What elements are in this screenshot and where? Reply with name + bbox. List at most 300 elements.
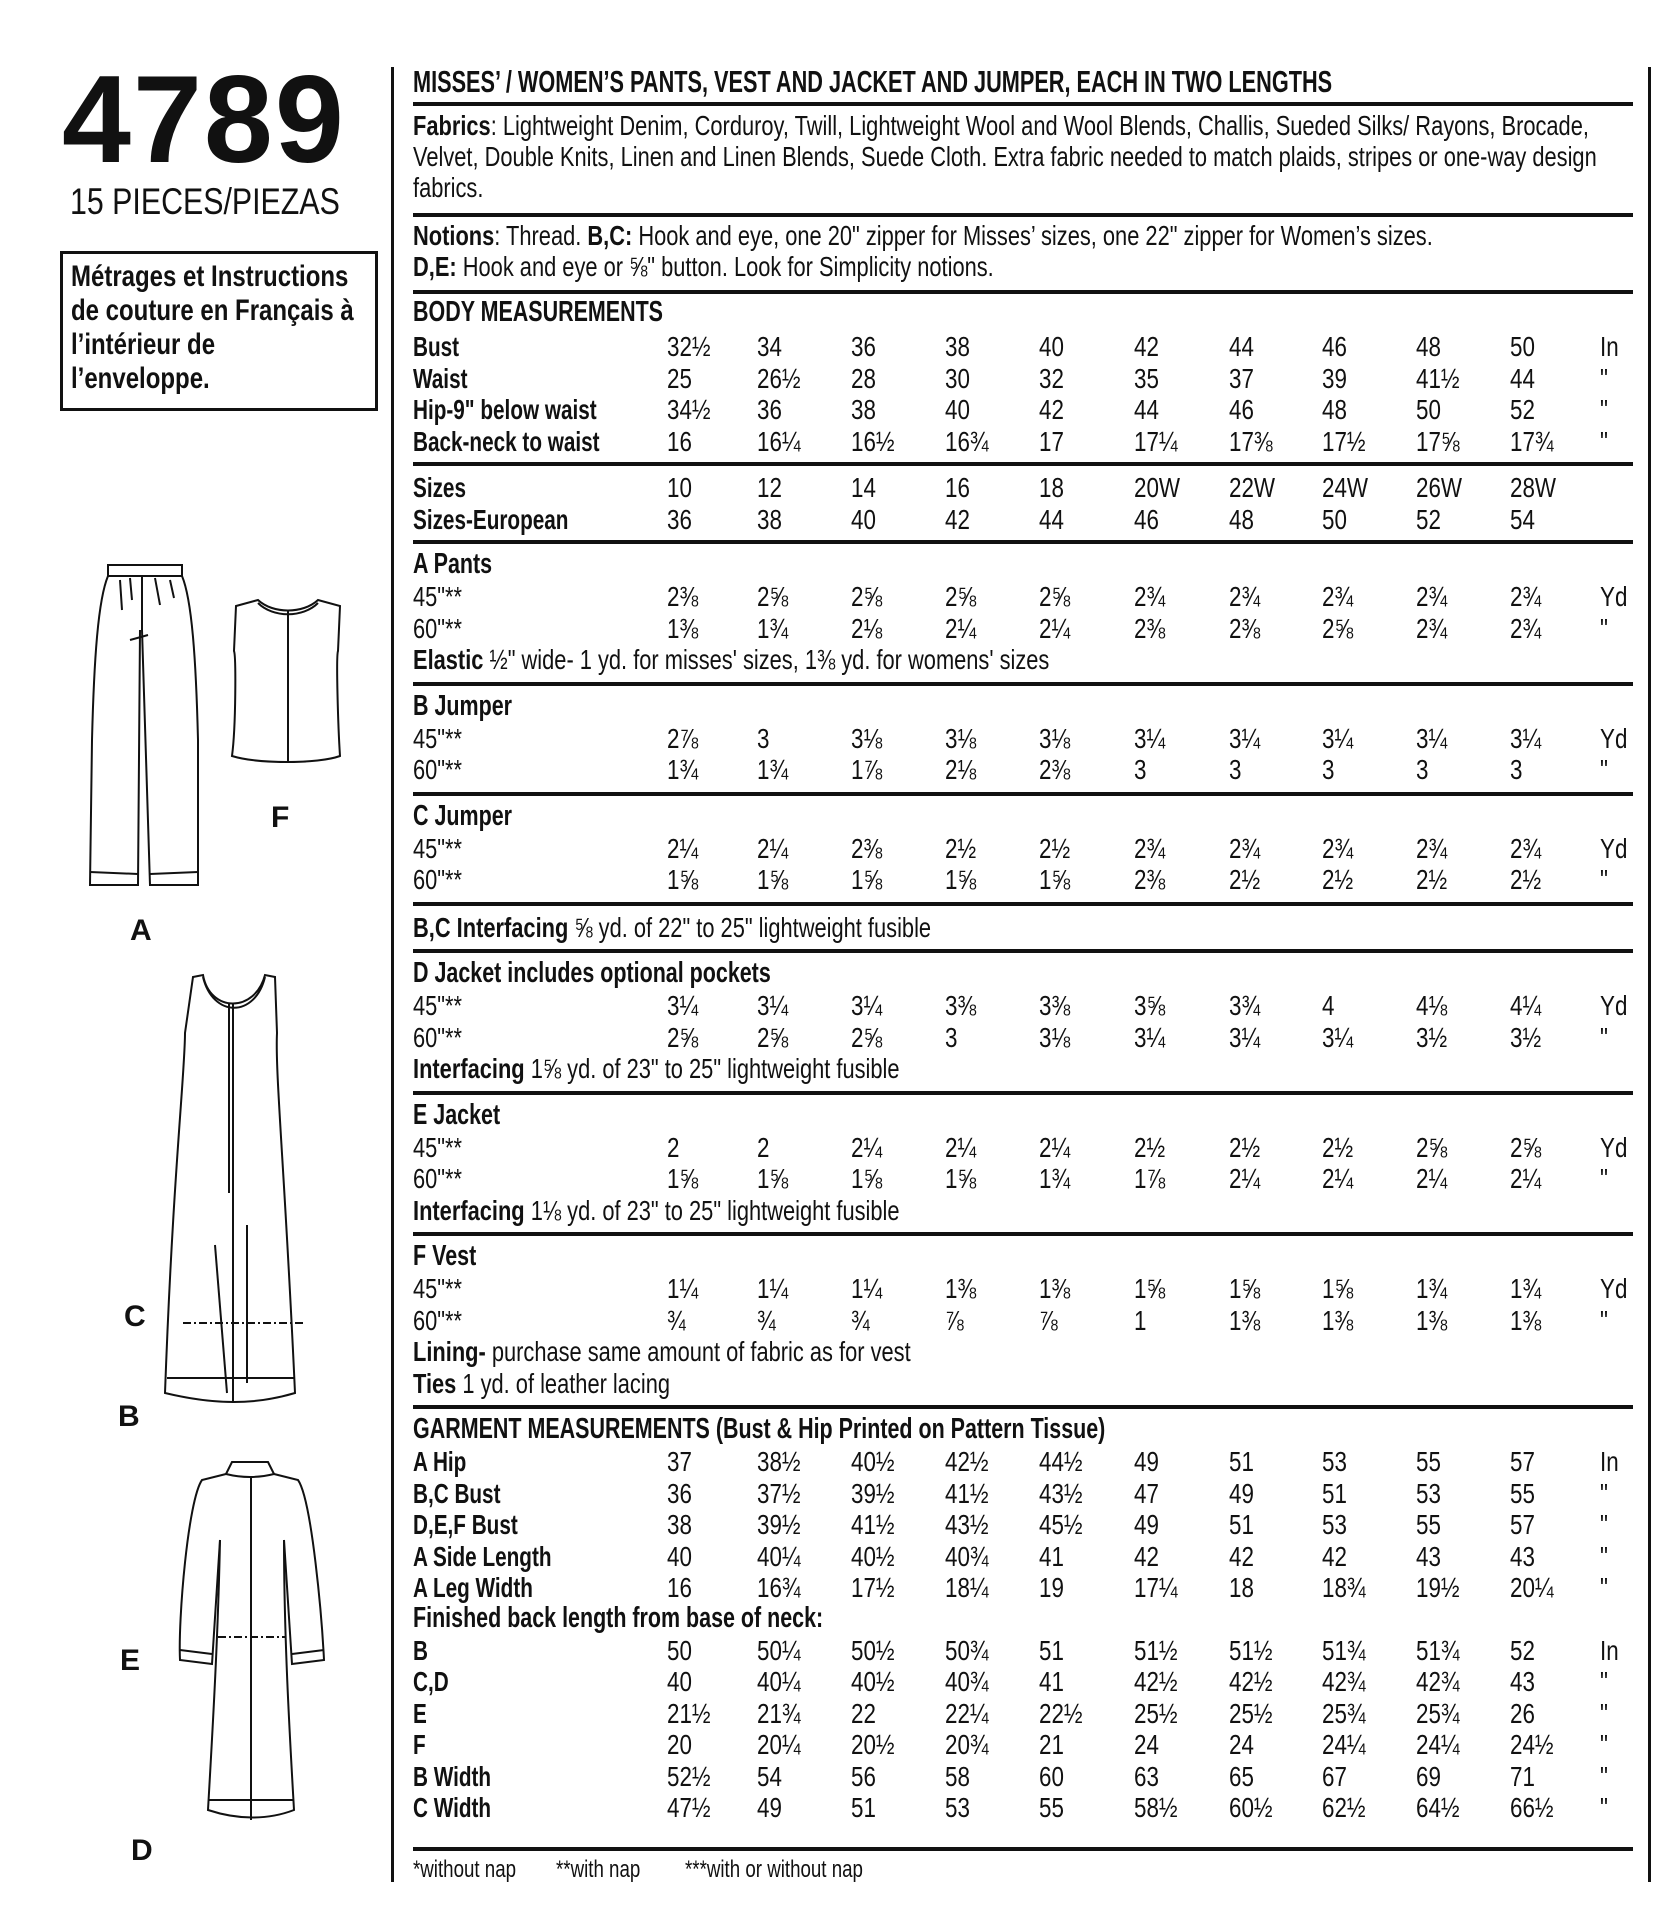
row-label: A Side Length (413, 1540, 552, 1572)
table-cell: 40½ (851, 1446, 895, 1477)
table-cell: 24½ (1510, 1729, 1554, 1760)
table-cell: 18¾ (1322, 1572, 1366, 1603)
table-cell: 50 (1416, 394, 1441, 425)
piece-count: 15 PIECES/PIEZAS (70, 181, 340, 222)
figure-label-e: E (120, 1644, 141, 1677)
table-cell: 1⅜ (1510, 1304, 1542, 1336)
table-cell: 2⅝ (1039, 581, 1071, 612)
section-heading: C Jumper (413, 799, 512, 832)
unit-label: " (1600, 1477, 1608, 1509)
section-note (413, 1336, 1630, 1367)
table-cell: 50½ (851, 1634, 895, 1666)
table-cell: 55 (1416, 1446, 1441, 1477)
french-notice-line: l’enveloppe. (71, 362, 210, 395)
table-cell: 24 (1134, 1729, 1159, 1760)
figure-label-f: F (271, 801, 290, 834)
table-cell: 54 (757, 1760, 782, 1792)
table-cell: 1⅝ (1134, 1273, 1166, 1304)
table-cell: 36 (667, 503, 692, 535)
table-cell: 1⅝ (757, 864, 789, 895)
table-cell: 2¼ (945, 612, 977, 644)
table-cell: 39½ (757, 1509, 801, 1540)
table-cell: 2½ (1134, 1131, 1166, 1163)
table-cell: 2½ (1039, 832, 1071, 864)
divider (413, 290, 1633, 294)
table-cell: 22½ (1039, 1697, 1083, 1729)
table-cell: 25½ (1229, 1697, 1273, 1729)
table-cell: 2½ (1322, 864, 1354, 895)
table-cell: 34 (757, 331, 782, 362)
unit-label: " (1600, 425, 1608, 457)
table-cell: 40 (667, 1540, 692, 1572)
table-cell: 41½ (851, 1509, 895, 1540)
table-cell: 52 (1510, 1634, 1535, 1666)
row-label: 45"** (413, 832, 463, 864)
table-cell: 36 (851, 331, 876, 362)
divider (413, 1405, 1633, 1409)
row-label: 45"** (413, 722, 463, 754)
table-cell: 2½ (1416, 864, 1448, 895)
unit-label: " (1600, 394, 1608, 425)
table-cell: 37 (1229, 362, 1254, 394)
section-note (413, 644, 1630, 675)
table-cell: 1¾ (667, 754, 699, 785)
figure-label-b: B (118, 1400, 140, 1433)
table-cell: 36 (667, 1477, 692, 1509)
table-cell: 3 (1510, 754, 1523, 785)
table-cell: 22 (851, 1697, 876, 1729)
unit-label: Yd (1600, 1131, 1628, 1163)
table-cell: 2⅝ (667, 1021, 699, 1053)
table-cell: 51 (1039, 1634, 1064, 1666)
unit-label: Yd (1600, 581, 1628, 612)
table-cell: 2¼ (1510, 1163, 1542, 1194)
table-cell: 42 (1229, 1540, 1254, 1572)
row-label: B Width (413, 1760, 492, 1792)
table-cell: 19 (1039, 1572, 1064, 1603)
pants-illustration (80, 540, 200, 900)
table-cell: 66½ (1510, 1792, 1554, 1823)
unit-label: In (1600, 331, 1619, 362)
table-cell: 64½ (1416, 1792, 1460, 1823)
table-cell: ¾ (757, 1304, 776, 1336)
table-cell: 3¼ (1322, 1021, 1354, 1053)
table-cell: 3 (1134, 754, 1147, 785)
section-heading: E Jacket (413, 1098, 501, 1131)
table-cell: 69 (1416, 1760, 1441, 1792)
table-cell: 44 (1229, 331, 1254, 362)
table-cell: 1¾ (757, 754, 789, 785)
table-cell: 2⅝ (757, 1021, 789, 1053)
table-cell: 2⅛ (851, 612, 883, 644)
table-cell: 24¼ (1322, 1729, 1366, 1760)
table-cell: 2⅝ (945, 581, 977, 612)
table-cell: 62½ (1322, 1792, 1366, 1823)
row-label: A Hip (413, 1446, 467, 1477)
row-label: 60"** (413, 1304, 463, 1336)
figure-label-c: C (124, 1300, 146, 1333)
section-heading: BODY MEASUREMENTS (413, 296, 664, 328)
table-cell: 1⅜ (945, 1273, 977, 1304)
table-cell: 1⅝ (1229, 1273, 1261, 1304)
table-cell: 67 (1322, 1760, 1347, 1792)
table-cell: 38 (757, 503, 782, 535)
table-cell: 2⅝ (1510, 1131, 1542, 1163)
row-label: B,C Bust (413, 1477, 501, 1509)
table-cell: 30 (945, 362, 970, 394)
fabrics-section (413, 110, 1630, 203)
footnote-with-nap: **with nap (556, 1856, 641, 1883)
table-cell: 16 (667, 1572, 692, 1603)
table-cell: 32½ (667, 331, 711, 362)
section-heading: B Jumper (413, 689, 512, 722)
row-label: B (413, 1634, 428, 1666)
table-cell: 20¾ (945, 1729, 989, 1760)
table-cell: 24¼ (1416, 1729, 1460, 1760)
table-cell: 55 (1416, 1509, 1441, 1540)
table-cell: 24 (1229, 1729, 1254, 1760)
table-cell: 34½ (667, 394, 711, 425)
table-cell: 58½ (1134, 1792, 1178, 1823)
table-cell: 44½ (1039, 1446, 1083, 1477)
table-cell: 16¼ (757, 425, 801, 457)
divider (413, 902, 1633, 906)
table-cell: 2⅜ (851, 832, 883, 864)
table-cell: 42½ (945, 1446, 989, 1477)
note-label: Ties (413, 1367, 457, 1399)
unit-label: Yd (1600, 832, 1628, 864)
table-cell: ¾ (667, 1304, 686, 1336)
table-cell: 40¼ (757, 1666, 801, 1697)
unit-label: " (1600, 1540, 1608, 1572)
table-cell: 2¼ (757, 832, 789, 864)
table-cell: ⅞ (945, 1304, 964, 1336)
table-cell: 51¾ (1416, 1634, 1460, 1666)
table-cell: 57 (1510, 1446, 1535, 1477)
table-cell: 50 (1322, 503, 1347, 535)
table-cell: 50 (1510, 331, 1535, 362)
table-cell: 25 (667, 362, 692, 394)
table-cell: 2¼ (1039, 612, 1071, 644)
row-label: E (413, 1697, 427, 1729)
unit-label: " (1600, 1163, 1608, 1194)
table-cell: 10 (667, 472, 692, 503)
table-cell: 1¼ (757, 1273, 789, 1304)
row-label: C,D (413, 1666, 449, 1697)
table-cell: 2¾ (1416, 581, 1448, 612)
table-cell: 3¼ (1134, 1021, 1166, 1053)
table-cell: 2¾ (1134, 832, 1166, 864)
table-cell: 40 (667, 1666, 692, 1697)
table-cell: 41½ (1416, 362, 1460, 394)
section-note (413, 1368, 1630, 1399)
row-label: Waist (413, 362, 468, 394)
row-label: Sizes (413, 472, 466, 503)
table-cell: 3¼ (1322, 722, 1354, 754)
unit-label: Yd (1600, 990, 1628, 1021)
table-cell: 3¼ (1416, 722, 1448, 754)
table-cell: 42 (1134, 331, 1159, 362)
unit-label: " (1600, 864, 1608, 895)
table-cell: 1⅝ (757, 1163, 789, 1194)
french-notice-line: Métrages et Instructions (71, 260, 349, 293)
note-label: Interfacing (413, 1194, 525, 1226)
divider (413, 682, 1633, 686)
table-cell: 48 (1229, 503, 1254, 535)
table-cell: 3⅛ (945, 722, 977, 754)
table-cell: 49 (1134, 1509, 1159, 1540)
table-cell: 71 (1510, 1760, 1535, 1792)
table-cell: 1 (1134, 1304, 1147, 1336)
table-cell: 51½ (1229, 1634, 1273, 1666)
table-cell: 17⅜ (1229, 425, 1273, 457)
table-cell: 17 (1039, 425, 1064, 457)
divider (413, 1847, 1633, 1851)
row-label: 45"** (413, 581, 463, 612)
table-cell: 2 (667, 1131, 680, 1163)
table-cell: 16¾ (757, 1572, 801, 1603)
notions-label: Notions (413, 220, 495, 251)
unit-label: " (1600, 1666, 1608, 1697)
table-cell: 3⅜ (1039, 990, 1071, 1021)
table-cell: 2¼ (667, 832, 699, 864)
note-label: Interfacing (413, 1053, 525, 1084)
table-cell: 17½ (851, 1572, 895, 1603)
table-cell: 37½ (757, 1477, 801, 1509)
vest-illustration (228, 596, 348, 771)
column-divider-right (1648, 67, 1651, 1882)
row-label: Back-neck to waist (413, 425, 600, 457)
table-cell: 2¼ (945, 1131, 977, 1163)
table-cell: 1⅝ (851, 864, 883, 895)
table-cell: 2¾ (1416, 832, 1448, 864)
table-cell: 55 (1039, 1792, 1064, 1823)
table-cell: 40 (1039, 331, 1064, 362)
table-cell: 53 (945, 1792, 970, 1823)
table-cell: 40¾ (945, 1540, 989, 1572)
table-cell: 60 (1039, 1760, 1064, 1792)
table-cell: 2½ (1322, 1131, 1354, 1163)
table-cell: 38 (945, 331, 970, 362)
table-cell: 1⅜ (1039, 1273, 1071, 1304)
table-cell: 1¾ (757, 612, 789, 644)
page-title: MISSES’ / WOMEN’S PANTS, VEST AND JACKET AND JUMPER, EACH IN TWO LENGTHS (413, 64, 1333, 99)
table-cell: ⅞ (1039, 1304, 1058, 1336)
row-label: 60"** (413, 612, 463, 644)
table-cell: 2¼ (1229, 1163, 1261, 1194)
divider (413, 540, 1633, 544)
table-cell: 3¾ (1229, 990, 1261, 1021)
table-cell: 2⅛ (945, 754, 977, 785)
table-cell: 18 (1229, 1572, 1254, 1603)
table-cell: 14 (851, 472, 876, 503)
table-cell: 20¼ (1510, 1572, 1554, 1603)
table-cell: 2⅜ (667, 581, 699, 612)
table-cell: 42¾ (1322, 1666, 1366, 1697)
table-cell: 1⅜ (1322, 1304, 1354, 1336)
note-text: purchase same amount of fabric as for vest (485, 1336, 911, 1367)
table-cell: 24W (1322, 472, 1369, 503)
divider (413, 949, 1633, 953)
unit-label: " (1600, 754, 1608, 785)
table-cell: 54 (1510, 503, 1535, 535)
table-cell: 57 (1510, 1509, 1535, 1540)
table-cell: 3 (1229, 754, 1242, 785)
table-cell: 2⅜ (1134, 612, 1166, 644)
table-cell: 2¼ (851, 1131, 883, 1163)
notions-text: Hook and eye, one 20" zipper for Misses’ sizes, one 22" zipper for Women’s sizes. (632, 220, 1433, 251)
table-cell: 16½ (851, 425, 895, 457)
table-cell: 1¾ (1416, 1273, 1448, 1304)
footnote-with-or-without-nap: ***with or without nap (685, 1856, 863, 1883)
french-notice-line: de couture en Français à (71, 294, 354, 327)
table-cell: 51½ (1134, 1634, 1178, 1666)
table-cell: 16 (945, 472, 970, 503)
table-cell: 60½ (1229, 1792, 1273, 1823)
table-cell: 38 (667, 1509, 692, 1540)
unit-label: " (1600, 1729, 1608, 1760)
table-cell: 17¾ (1510, 425, 1554, 457)
french-instructions-notice (60, 251, 378, 411)
table-cell: 52½ (667, 1760, 711, 1792)
fabrics-label: Fabrics (413, 110, 491, 141)
table-cell: 46 (1322, 331, 1347, 362)
table-cell: 20¼ (757, 1729, 801, 1760)
table-cell: 2½ (1229, 864, 1261, 895)
table-cell: 2¾ (1510, 832, 1542, 864)
table-cell: 35 (1134, 362, 1159, 394)
table-cell: 25½ (1134, 1697, 1178, 1729)
table-cell: 1¼ (851, 1273, 883, 1304)
table-cell: 16 (667, 425, 692, 457)
table-cell: 2¾ (1510, 581, 1542, 612)
table-cell: 36 (757, 394, 782, 425)
table-cell: 1⅜ (1229, 1304, 1261, 1336)
table-cell: 2⅜ (1039, 754, 1071, 785)
table-cell: 2½ (945, 832, 977, 864)
table-cell: 1⅞ (1134, 1163, 1166, 1194)
row-label: 60"** (413, 754, 463, 785)
section-heading: GARMENT MEASUREMENTS (Bust & Hip Printed on Pattern Tissue) (413, 1413, 1106, 1445)
table-cell: 1⅝ (945, 1163, 977, 1194)
table-cell: 43½ (945, 1509, 989, 1540)
figure-label-a: A (130, 914, 152, 947)
table-cell: 53 (1416, 1477, 1441, 1509)
table-cell: 21¾ (757, 1697, 801, 1729)
table-cell: 42½ (1134, 1666, 1178, 1697)
table-cell: 3 (1416, 754, 1429, 785)
table-cell: 47 (1134, 1477, 1159, 1509)
jumper-illustration (155, 973, 325, 1413)
table-cell: 3¼ (1229, 1021, 1261, 1053)
table-cell: 50¾ (945, 1634, 989, 1666)
table-cell: 26W (1416, 472, 1463, 503)
table-cell: 2⅝ (1416, 1131, 1448, 1163)
table-cell: 46 (1229, 394, 1254, 425)
note-label: Lining- (413, 1336, 486, 1367)
table-cell: 17¼ (1134, 425, 1178, 457)
table-cell: 3¼ (851, 990, 883, 1021)
unit-label: " (1600, 612, 1608, 644)
unit-label: " (1600, 362, 1608, 394)
table-cell: 50 (667, 1634, 692, 1666)
column-divider-left (391, 67, 394, 1882)
section-note (413, 1053, 1630, 1084)
table-cell: 2¾ (1322, 581, 1354, 612)
table-cell: 1¾ (1039, 1163, 1071, 1194)
table-cell: 3¼ (1229, 722, 1261, 754)
table-cell: 49 (1229, 1477, 1254, 1509)
figure-label-d: D (131, 1834, 153, 1867)
table-cell: 3⅛ (1039, 722, 1071, 754)
table-cell: 1⅝ (945, 864, 977, 895)
table-cell: 42½ (1229, 1666, 1273, 1697)
table-cell: 42 (945, 503, 970, 535)
unit-label: Yd (1600, 1273, 1628, 1304)
notions-text: Hook and eye or ⅝" button. Look for Simplicity notions. (456, 251, 994, 282)
table-cell: 2¼ (1322, 1163, 1354, 1194)
row-label: Bust (413, 331, 460, 362)
note-text: ⅝ yd. of 22" to 25" lightweight fusible (568, 911, 932, 943)
table-cell: 51 (1322, 1477, 1347, 1509)
table-cell: 41 (1039, 1666, 1064, 1697)
row-label: A Leg Width (413, 1572, 533, 1603)
table-cell: 65 (1229, 1760, 1254, 1792)
table-cell: 22¼ (945, 1697, 989, 1729)
table-cell: 3⅛ (1039, 1021, 1071, 1053)
table-cell: 49 (1134, 1446, 1159, 1477)
unit-label: " (1600, 1760, 1608, 1792)
divider (413, 102, 1633, 106)
table-cell: 3 (1322, 754, 1335, 785)
table-cell: 52 (1416, 503, 1441, 535)
table-cell: 20 (667, 1729, 692, 1760)
table-cell: 32 (1039, 362, 1064, 394)
table-cell: 2½ (1229, 1131, 1261, 1163)
table-cell: 18 (1039, 472, 1064, 503)
notions-text: : Thread. (494, 220, 588, 251)
table-cell: 46 (1134, 503, 1159, 535)
table-cell: 2⅝ (1322, 612, 1354, 644)
table-cell: 40 (851, 503, 876, 535)
table-cell: 40½ (851, 1666, 895, 1697)
table-cell: 1⅝ (667, 864, 699, 895)
note-text: ½" wide- 1 yd. for misses' sizes, 1⅜ yd. for womens' sizes (483, 644, 1050, 675)
table-cell: 28W (1510, 472, 1557, 503)
table-cell: 43 (1510, 1666, 1535, 1697)
divider (413, 213, 1633, 217)
row-label: 60"** (413, 1163, 463, 1194)
row-label: D,E,F Bust (413, 1509, 518, 1540)
table-cell: 3¼ (667, 990, 699, 1021)
table-cell: 2⅜ (1134, 864, 1166, 895)
section-heading: F Vest (413, 1240, 477, 1272)
table-cell: 39 (1322, 362, 1347, 394)
table-cell: 48 (1322, 394, 1347, 425)
table-cell: 47½ (667, 1792, 711, 1823)
table-cell: 40¼ (757, 1540, 801, 1572)
unit-label: " (1600, 1509, 1608, 1540)
table-cell: 2¾ (1229, 581, 1261, 612)
table-cell: 1⅝ (1322, 1273, 1354, 1304)
table-cell: 3¼ (1134, 722, 1166, 754)
table-cell: 17¼ (1134, 1572, 1178, 1603)
table-cell: 44 (1039, 503, 1064, 535)
table-cell: 44 (1510, 362, 1535, 394)
table-cell: 2¾ (1229, 832, 1261, 864)
table-cell: 4 (1322, 990, 1335, 1021)
unit-label: In (1600, 1446, 1619, 1477)
